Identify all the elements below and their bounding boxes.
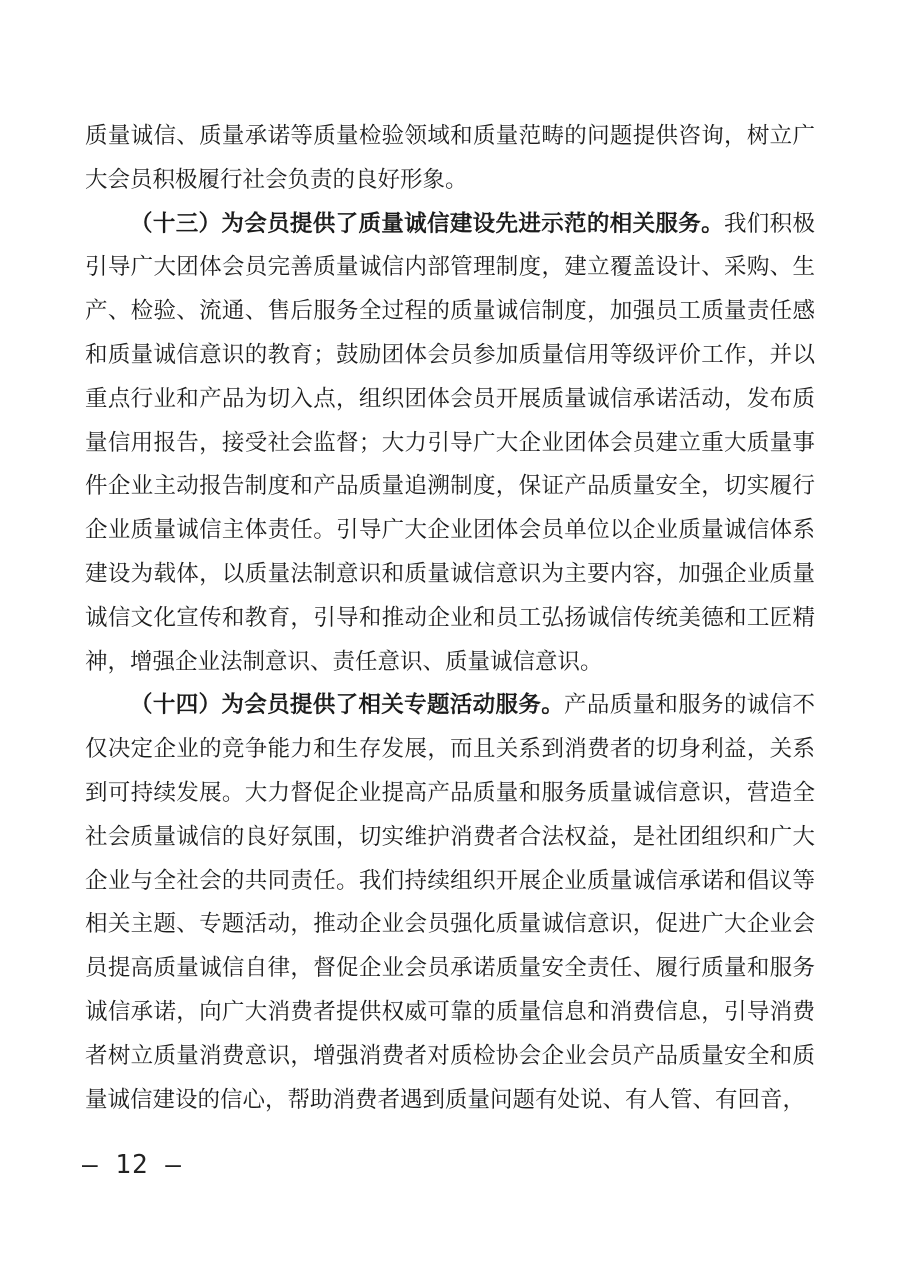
paragraph-text: 质量诚信、质量承诺等质量检验领域和质量范畴的问题提供咨询，树立广大会员积极履行社会负责的良好形象。 [85, 123, 815, 192]
paragraph-heading: （十三）为会员提供了质量诚信建设先进示范的相关服务。 [130, 210, 724, 236]
page-number: – 12 – [82, 1150, 182, 1180]
paragraph [85, 114, 815, 202]
paragraph [85, 683, 815, 1121]
paragraph-heading: （十四）为会员提供了相关专题活动服务。 [130, 692, 565, 718]
paragraph [85, 202, 815, 684]
paragraph-text: 我们积极引导广大团体会员完善质量诚信内部管理制度，建立覆盖设计、采购、生产、检验、流通、售后服务全过程的质量诚信制度，加强员工质量责任感和质量诚信意识的教育；鼓励团体会员参加质量信用等级评价工作，并以重点行业和产品为切入点，组织团体会员开展质量诚信承诺活动，发布质量信用报告，接受社会监督；大力引导广大企业团体会员建立重大质量事件企业主动报告制度和产品质量追溯制度，保证产品质量安全，切实履行企业质量诚信主体责任。引导广大企业团体会员单位以企业质量诚信体系建设为载体，以质量法制意识和质量诚信意识为主要内容，加强企业质量诚信文化宣传和教育，引导和推动企业和员工弘扬诚信传统美德和工匠精神，增强企业法制意识、责任意识、质量诚信意识。 [85, 210, 815, 674]
document-body [85, 114, 815, 1121]
paragraph-text: 产品质量和服务的诚信不仅决定企业的竞争能力和生存发展，而且关系到消费者的切身利益，关系到可持续发展。大力督促企业提高产品质量和服务质量诚信意识，营造全社会质量诚信的良好氛围，切实维护消费者合法权益，是社团组织和广大企业与全社会的共同责任。我们持续组织开展企业质量诚信承诺和倡议等相关主题、专题活动，推动企业会员强化质量诚信意识，促进广大企业会员提高质量诚信自律，督促企业会员承诺质量安全责任、履行质量和服务诚信承诺，向广大消费者提供权威可靠的质量信息和消费信息，引导消费者树立质量消费意识，增强消费者对质检协会企业会员产品质量安全和质量诚信建设的信心，帮助消费者遇到质量问题有处说、有人管、有回音， [85, 692, 815, 1112]
